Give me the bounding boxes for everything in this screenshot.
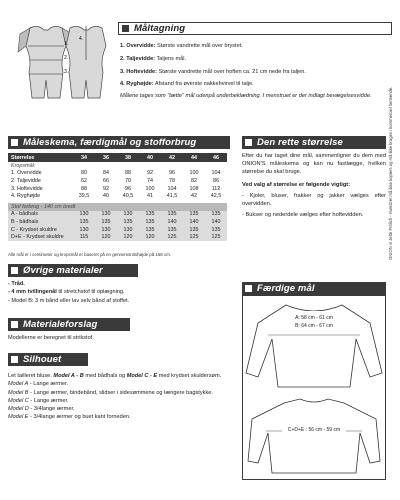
body-measurement-illustration xyxy=(8,20,108,100)
square-bullet-icon xyxy=(245,285,252,292)
figure-label-2: 2. xyxy=(64,55,69,61)
maaltagning-header xyxy=(118,22,392,35)
model-item: Model D - 3/4lange ærmer. xyxy=(8,406,75,413)
table-row: D+E - Krydset skuldre 115 120 120 120 125 125 125 xyxy=(8,233,227,241)
silhouette-title: Silhouet xyxy=(23,354,62,365)
finished-measurements-illustration xyxy=(242,295,386,480)
square-bullet-icon xyxy=(245,139,252,146)
measurement-item: 4. Ryghøjde: Afstand fra øverste nakkehvirvel til talje. xyxy=(120,81,254,88)
fabric-usage-label: Stof forbrug - 140 cm bredt xyxy=(8,203,227,211)
pattern-text: Modellerne er beregnet til strikstof. xyxy=(8,335,94,341)
size-table-header xyxy=(8,136,230,149)
measurement-item: 1. Overvidde: Største vandrette mål over brystet. xyxy=(120,43,243,49)
other-materials-header xyxy=(8,264,138,277)
right-size-question: Ved valg af størrelse er følgende vigtigt: xyxy=(242,181,351,188)
measurement-item: 3. Hoftevidde: Største vandrette mål over hoften ca. 21 cm nede fra taljen. xyxy=(120,68,306,75)
table-note: Alle mål er i centimeter og kropsmål er baseret på en gennemsnitshøjde på 168 cm. xyxy=(8,252,172,257)
other-materials-list xyxy=(8,280,230,305)
table-row: 1. Overvidde 80 84 88 92 96 100 104 xyxy=(11,170,221,177)
right-size-text xyxy=(242,152,386,219)
table-row: A - bådhals 130 130 130 135 135 135 135 xyxy=(8,211,227,219)
right-size-title: Den rette størrelse xyxy=(257,137,343,148)
square-bullet-icon xyxy=(11,321,18,328)
pattern-title: Materialeforslag xyxy=(23,319,98,330)
table-row: 2. Taljevidde 62 66 70 74 78 82 86 xyxy=(11,177,219,184)
measure-label-b: B: 64 cm - 67 cm xyxy=(295,323,333,329)
list-item: - Kjoler, bluser, frakker og jakker vælges efter overvidden. xyxy=(242,192,386,208)
pattern-header xyxy=(8,318,130,331)
model-item: Model E - 3/4lange ærmer og buet kant forneden. xyxy=(8,414,131,421)
square-bullet-icon xyxy=(11,139,18,146)
figure-label-1: 1. xyxy=(64,41,69,47)
figure-label-3: 3. xyxy=(64,69,69,75)
model-item: Model A - Lange ærmer. xyxy=(8,381,69,388)
model-item: Model C - Lange ærmer. xyxy=(8,397,69,404)
right-size-header xyxy=(242,136,386,149)
model-item: Model B - Lange ærmer, bindebånd, slidser i sidesømmene og længere bagstykke. xyxy=(8,389,213,396)
measurement-note: Målene tages som "tætte" mål udenpå underbeklædning. I menstruet er der indlagt bevægelsesvidde. xyxy=(120,93,372,100)
table-row: 4. Ryghøjde 39,5 40 40,5 41 41,5 42 42,5 xyxy=(11,193,222,200)
list-item: - Model B: 3 m bånd eller lav selv bånd af stoffet. xyxy=(8,297,130,304)
table-header-row: Størrelse 34 36 38 40 42 44 46 xyxy=(8,153,227,162)
maaltagning-title: Måltagning xyxy=(134,23,186,34)
list-item: - 4 mm tvillingenål til stretchstof til oplægning. xyxy=(8,289,125,296)
body-measures-label: Kropsmål: xyxy=(11,162,36,169)
finished-title: Færdige mål xyxy=(257,283,315,294)
silhouette-header xyxy=(8,353,88,366)
measurement-descriptions xyxy=(120,42,392,101)
size-table-title: Måleskema, færdigmål og stofforbrug xyxy=(23,137,197,148)
measure-label-cde: C+D+E : 56 cm - 59 cm xyxy=(287,427,341,433)
silhouette-intro: Let tailleret bluse. Model A - B med bådhals og Model C - E med krydset skuldersøm. xyxy=(8,373,222,379)
other-materials-title: Øvrige materialer xyxy=(23,265,103,276)
list-item: - Bukser og nederdele vælges efter hoftevidden. xyxy=(242,212,364,219)
figure-label-4: 4. xyxy=(79,36,84,42)
list-item: - Tråd. xyxy=(8,281,25,287)
silhouette-text xyxy=(8,372,230,422)
measurement-item: 2. Taljevidde: Taljens mål. xyxy=(120,55,187,62)
table-row: 3. Hoftevidde 88 92 96 100 104 108 112 xyxy=(11,185,221,192)
table-row: B - bådhals 135 135 135 135 140 140 140 xyxy=(8,218,227,226)
square-bullet-icon xyxy=(11,356,18,363)
measure-label-a: A: 58 cm - 61 cm xyxy=(295,315,333,321)
size-table xyxy=(8,153,227,241)
table-row: C - Krydset skuldre 130 130 130 135 135 135 135 xyxy=(8,226,227,234)
vertical-copyright-note: ONION v/ Jette Frölich - mønstret må ikke kopiers og må ikke bruges i kommerciel hensende. xyxy=(388,86,393,260)
right-size-paragraph: Efter du har taget dine mål, sammenligner du dem med ONION'S måleskema og kan nu fastlægge, hvilken størrelse du skal bruge. xyxy=(242,153,386,176)
finished-header xyxy=(242,282,386,295)
square-bullet-icon xyxy=(11,267,18,274)
square-bullet-icon xyxy=(122,25,129,32)
